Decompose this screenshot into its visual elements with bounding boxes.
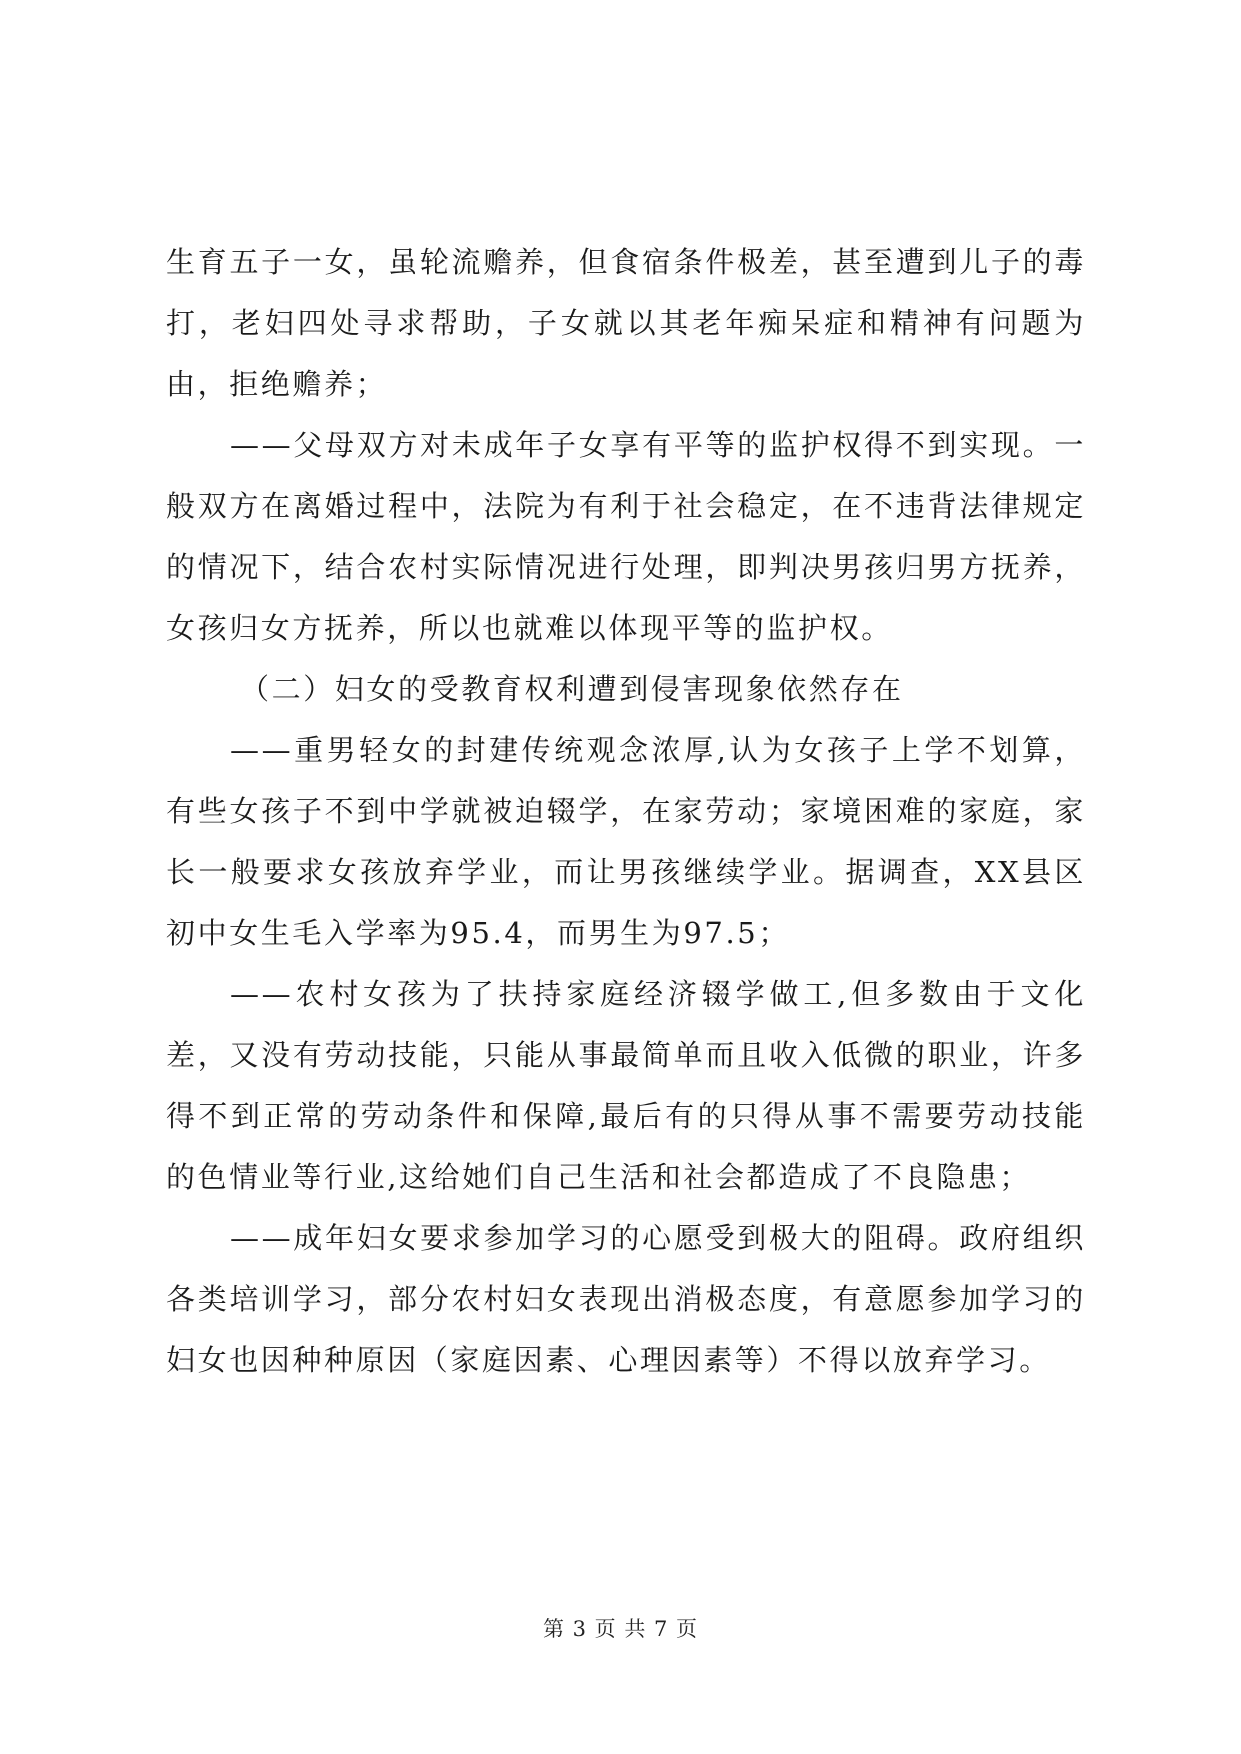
section-heading-education-rights: （二）妇女的受教育权利遭到侵害现象依然存在 (240, 672, 904, 706)
paragraph-guardianship: ——父母双方对未成年子女享有平等的监护权得不到实现。一般双方在离婚过程中，法院为有利于社会稳定，在不违背法律规定的情况下，结合农村实际情况进行处理，即判决男孩归男方抚养，女孩归女方抚养，所以也就难以体现平等的监护权。 (166, 428, 1086, 645)
paragraph-gender-bias: ——重男轻女的封建传统观念浓厚,认为女孩子上学不划算，有些女孩子不到中学就被迫辍学，在家劳动；家境困难的家庭，家长一般要求女孩放弃学业，而让男孩继续学业。据调查，XX县区初中女生毛入学率为95.4，而男生为97.5； (166, 733, 1086, 950)
paragraph-continuation: 生育五子一女，虽轮流赡养，但食宿条件极差，甚至遭到儿子的毒打，老妇四处寻求帮助，子女就以其老年痴呆症和精神有问题为由，拒绝赡养； (166, 245, 1086, 401)
page-number-footer: 第 3 页 共 7 页 (542, 1617, 699, 1641)
document-body (166, 232, 1086, 1391)
paragraph-rural-girls-work: ——农村女孩为了扶持家庭经济辍学做工,但多数由于文化差，又没有劳动技能，只能从事最简单而且收入低微的职业，许多得不到正常的劳动条件和保障,最后有的只得从事不需要劳动技能的色情业等行业,这给她们自己生活和社会都造成了不良隐患； (166, 977, 1086, 1194)
paragraph-adult-women-learning: ——成年妇女要求参加学习的心愿受到极大的阻碍。政府组织各类培训学习，部分农村妇女表现出消极态度，有意愿参加学习的妇女也因种种原因（家庭因素、心理因素等）不得以放弃学习。 (166, 1221, 1086, 1377)
